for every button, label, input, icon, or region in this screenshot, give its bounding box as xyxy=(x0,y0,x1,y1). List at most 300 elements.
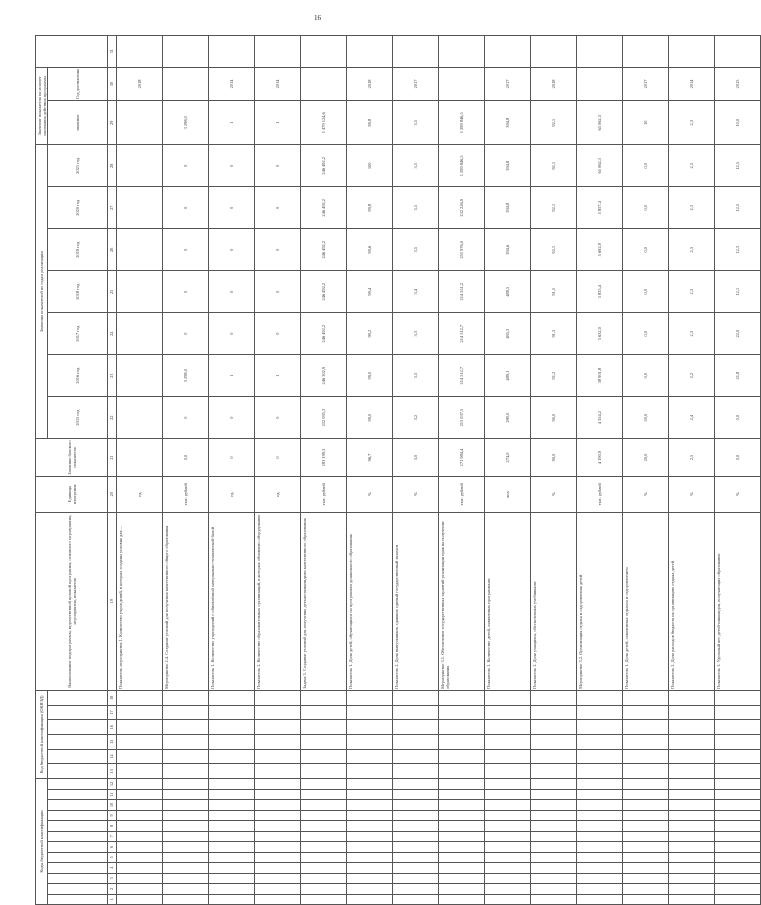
final-year-cell: 2014 xyxy=(209,67,255,101)
final-value-cell: 1 xyxy=(209,101,255,145)
class-cell xyxy=(48,884,108,894)
year-value-cell: 90,0 xyxy=(531,397,577,439)
index-cell: 31 xyxy=(108,36,117,68)
final-year-cell: 2014 xyxy=(255,67,301,101)
class-code-cell xyxy=(669,884,715,894)
budget-code-cell xyxy=(623,690,669,705)
year-value-cell: 489,1 xyxy=(485,355,531,397)
final-value-cell: 92,1 xyxy=(531,101,577,145)
class-cell xyxy=(48,789,108,799)
class-code-cell xyxy=(393,894,439,904)
class-code-cell xyxy=(531,873,577,883)
class-code-cell xyxy=(255,842,301,852)
header-unit: Единица измерения xyxy=(36,476,108,512)
budget-code-cell xyxy=(393,764,439,779)
index-cell: 30 xyxy=(108,67,117,101)
class-code-cell xyxy=(347,810,393,820)
class-code-cell xyxy=(485,779,531,790)
class-code-cell xyxy=(209,873,255,883)
index-cell: 4 xyxy=(108,863,117,873)
class-code-cell xyxy=(531,894,577,904)
unit-cell: % xyxy=(393,476,439,512)
class-code-cell xyxy=(623,800,669,810)
spare-cell xyxy=(117,36,163,68)
class-code-cell xyxy=(577,821,623,831)
indicator-text: Задача 3. Создание условий для получения детьми-инвалидами качественного образования xyxy=(301,512,347,690)
base-value-cell: 183 199,3 xyxy=(301,439,347,477)
final-year-header: Год достижения xyxy=(48,67,108,101)
class-code-cell xyxy=(209,894,255,904)
year-value-cell: 99,8 xyxy=(347,187,393,229)
class-code-cell xyxy=(669,873,715,883)
budget-code-cell xyxy=(117,720,163,735)
budget-code-cell xyxy=(117,764,163,779)
budget-code-cell xyxy=(577,705,623,720)
spare-cell xyxy=(393,36,439,68)
class-code-cell xyxy=(715,852,761,862)
class-code-cell xyxy=(209,863,255,873)
budget-code-cell xyxy=(117,749,163,764)
budget-code-cell xyxy=(623,764,669,779)
table-row xyxy=(439,36,485,905)
indicator-text: Показатель 1. Количество учреждений с обновлённой материально-технической базой xyxy=(209,512,255,690)
year-value-cell: 214 512,7 xyxy=(439,313,485,355)
year-value-cell: 3 835,4 xyxy=(577,271,623,313)
year-value-cell: 246 492,2 xyxy=(301,229,347,271)
final-value-cell: 1 479 124,6 xyxy=(301,101,347,145)
year-value-cell: 92,1 xyxy=(531,229,577,271)
year-value-cell xyxy=(117,187,163,229)
year-value-cell: 2,3 xyxy=(669,313,715,355)
class-code-cell xyxy=(393,779,439,790)
final-year-cell: 2017 xyxy=(393,67,439,101)
year-value-cell: 1 xyxy=(255,355,301,397)
year-value-cell: 0 xyxy=(209,397,255,439)
year-value-cell: 99,0 xyxy=(347,397,393,439)
final-year-cell: 2018 xyxy=(531,67,577,101)
budget-code-cell xyxy=(439,764,485,779)
class-cell xyxy=(48,842,108,852)
final-value-cell: 1 299 846,5 xyxy=(439,101,485,145)
class-code-cell xyxy=(439,810,485,820)
class-code-cell xyxy=(347,821,393,831)
year-header: 2016 год xyxy=(48,355,108,397)
unit-cell: % xyxy=(347,476,393,512)
class-code-cell xyxy=(485,842,531,852)
budget-code-cell xyxy=(301,764,347,779)
final-value-cell: 10,0 xyxy=(715,101,761,145)
class-code-cell xyxy=(301,821,347,831)
budget-code-cell xyxy=(669,720,715,735)
index-cell: 19 xyxy=(108,512,117,690)
index-cell: 5 xyxy=(108,852,117,862)
year-value-cell: 91,3 xyxy=(531,313,577,355)
year-value-cell: 246 492,2 xyxy=(301,271,347,313)
indicator-text: Показатель 2. Доля выпускников, сдавших единый государственный экзамен xyxy=(393,512,439,690)
year-value-cell: 99,2 xyxy=(347,313,393,355)
class-code-cell xyxy=(485,821,531,831)
budget-code-cell xyxy=(669,734,715,749)
year-value-cell: 3,5 xyxy=(393,187,439,229)
final-value-header: значение xyxy=(48,101,108,145)
index-cell: 9 xyxy=(108,810,117,820)
class-code-cell xyxy=(301,884,347,894)
class-code-cell xyxy=(531,800,577,810)
class-code-cell xyxy=(117,789,163,799)
class-code-cell xyxy=(531,810,577,820)
year-value-cell: 92,1 xyxy=(531,145,577,187)
year-value-cell: 12,3 xyxy=(715,229,761,271)
indicator-text: Показатель 1. Количество детей, охваченных программами xyxy=(485,512,531,690)
budget-code-cell xyxy=(393,734,439,749)
year-value-cell: 232 095,3 xyxy=(301,397,347,439)
year-value-cell: 215 037,5 xyxy=(439,397,485,439)
class-code-cell xyxy=(669,842,715,852)
class-code-cell xyxy=(669,789,715,799)
index-cell: 23 xyxy=(108,355,117,397)
budget-code-cell xyxy=(669,749,715,764)
year-value-cell: 3,4 xyxy=(393,271,439,313)
class-code-cell xyxy=(715,842,761,852)
class-code-cell xyxy=(163,789,209,799)
budget-code-cell xyxy=(485,734,531,749)
year-value-cell: 280,0 xyxy=(485,397,531,439)
budget-code-cell xyxy=(715,764,761,779)
final-year-cell xyxy=(577,67,623,101)
class-code-cell xyxy=(255,789,301,799)
year-value-cell: 2,3 xyxy=(669,229,715,271)
year-value-cell: 394,8 xyxy=(485,187,531,229)
class-code-cell xyxy=(439,884,485,894)
year-value-cell: 22,0 xyxy=(715,313,761,355)
year-value-cell: 394,8 xyxy=(485,145,531,187)
year-value-cell: 0 xyxy=(163,313,209,355)
class-code-cell xyxy=(163,779,209,790)
indicator-text: Мероприятие 3.1. Обеспечение государственных гарантий реализации прав на получение образования xyxy=(439,512,485,690)
year-value-cell: 3 632,0 xyxy=(577,313,623,355)
code-cell xyxy=(48,764,108,779)
table-row xyxy=(163,36,209,905)
spare-cell xyxy=(623,36,669,68)
class-code-cell xyxy=(485,863,531,873)
table-row xyxy=(255,36,301,905)
index-cell: 21 xyxy=(108,439,117,477)
class-cell xyxy=(48,800,108,810)
budget-code-cell xyxy=(715,690,761,705)
base-value-cell: 0,0 xyxy=(163,439,209,477)
class-code-cell xyxy=(439,821,485,831)
class-code-cell xyxy=(209,842,255,852)
index-cell: 17 xyxy=(108,705,117,720)
year-value-cell: 3,3 xyxy=(393,313,439,355)
year-value-cell: 246 492,2 xyxy=(301,313,347,355)
budget-code-cell xyxy=(163,705,209,720)
year-value-cell: 255 976,0 xyxy=(439,229,485,271)
class-code-cell xyxy=(485,884,531,894)
class-code-cell xyxy=(623,884,669,894)
budget-code-cell xyxy=(531,764,577,779)
budget-code-cell xyxy=(439,749,485,764)
class-code-cell xyxy=(623,810,669,820)
class-code-cell xyxy=(715,779,761,790)
year-value-cell: 0 xyxy=(255,229,301,271)
class-code-cell xyxy=(577,863,623,873)
budget-code-cell xyxy=(669,764,715,779)
spare-cell xyxy=(439,36,485,68)
budget-code-cell xyxy=(347,690,393,705)
final-value-cell: 2,3 xyxy=(669,101,715,145)
index-cell: 27 xyxy=(108,187,117,229)
year-value-cell: 91,5 xyxy=(531,271,577,313)
header-classification: Коды бюджетной классификации xyxy=(36,779,48,905)
budget-code-cell xyxy=(209,764,255,779)
class-code-cell xyxy=(347,863,393,873)
budget-code-cell xyxy=(347,705,393,720)
class-code-cell xyxy=(669,894,715,904)
final-year-cell xyxy=(163,67,209,101)
year-value-cell: 21,8 xyxy=(715,355,761,397)
class-code-cell xyxy=(485,810,531,820)
base-value-cell: 171 984,4 xyxy=(439,439,485,477)
year-value-cell: 0,0 xyxy=(623,355,669,397)
index-cell: 15 xyxy=(108,734,117,749)
index-cell: 14 xyxy=(108,749,117,764)
class-code-cell xyxy=(163,821,209,831)
budget-code-cell xyxy=(255,705,301,720)
year-value-cell: 0 xyxy=(163,187,209,229)
final-value-cell: 394,8 xyxy=(485,101,531,145)
index-row xyxy=(108,36,117,905)
year-value-cell: 91,2 xyxy=(531,355,577,397)
year-value-cell: 12,5 xyxy=(715,187,761,229)
class-code-cell xyxy=(301,842,347,852)
budget-code-cell xyxy=(301,705,347,720)
budget-code-cell xyxy=(347,720,393,735)
budget-code-cell xyxy=(255,690,301,705)
budget-code-cell xyxy=(439,734,485,749)
class-code-cell xyxy=(163,831,209,841)
index-cell: 18 xyxy=(108,690,117,705)
budget-code-cell xyxy=(577,749,623,764)
year-value-cell: 1 xyxy=(209,355,255,397)
year-value-cell: 12,5 xyxy=(715,145,761,187)
year-value-cell xyxy=(117,355,163,397)
class-code-cell xyxy=(393,800,439,810)
class-code-cell xyxy=(347,800,393,810)
class-code-cell xyxy=(301,873,347,883)
class-code-cell xyxy=(163,894,209,904)
budget-code-cell xyxy=(117,690,163,705)
spare-cell xyxy=(577,36,623,68)
class-code-cell xyxy=(209,779,255,790)
table-row xyxy=(301,36,347,905)
class-code-cell xyxy=(669,810,715,820)
budget-code-cell xyxy=(301,749,347,764)
unit-cell: % xyxy=(669,476,715,512)
budget-code-cell xyxy=(209,705,255,720)
class-code-cell xyxy=(715,884,761,894)
year-value-cell: 0 xyxy=(163,271,209,313)
year-value-cell: 0 xyxy=(209,145,255,187)
class-code-cell xyxy=(163,852,209,862)
base-value-cell: 3,0 xyxy=(393,439,439,477)
class-code-cell xyxy=(439,831,485,841)
unit-cell: тыс. рублей xyxy=(163,476,209,512)
rotated-table-wrapper xyxy=(35,35,740,905)
class-code-cell xyxy=(669,852,715,862)
final-year-cell xyxy=(439,67,485,101)
index-cell: 12 xyxy=(108,779,117,790)
budget-code-cell xyxy=(485,705,531,720)
budget-code-cell xyxy=(301,690,347,705)
class-code-cell xyxy=(347,789,393,799)
class-code-cell xyxy=(623,894,669,904)
header-final: Значение показателя на момент окончания действия программы xyxy=(36,67,48,145)
class-code-cell xyxy=(439,863,485,873)
base-value-cell: 90,0 xyxy=(531,439,577,477)
class-code-cell xyxy=(255,800,301,810)
year-value-cell: 3,2 xyxy=(393,397,439,439)
budget-code-cell xyxy=(163,690,209,705)
class-code-cell xyxy=(347,842,393,852)
year-value-cell: 12,1 xyxy=(715,271,761,313)
class-code-cell xyxy=(117,831,163,841)
budget-code-cell xyxy=(117,734,163,749)
unit-cell: ед. xyxy=(117,476,163,512)
budget-code-cell xyxy=(485,764,531,779)
year-value-cell: 246 492,2 xyxy=(301,145,347,187)
year-value-cell: 2,2 xyxy=(669,355,715,397)
class-code-cell xyxy=(715,789,761,799)
budget-code-cell xyxy=(623,749,669,764)
class-code-cell xyxy=(531,852,577,862)
final-year-cell: 2014 xyxy=(669,67,715,101)
spare-cell xyxy=(255,36,301,68)
year-header: 2018 год xyxy=(48,271,108,313)
year-value-cell xyxy=(117,271,163,313)
class-code-cell xyxy=(715,810,761,820)
year-value-cell: 99,6 xyxy=(347,229,393,271)
final-value-cell: 1 xyxy=(255,101,301,145)
class-code-cell xyxy=(669,800,715,810)
class-code-cell xyxy=(255,852,301,862)
spare-cell xyxy=(531,36,577,68)
table-row xyxy=(669,36,715,905)
year-value-cell: 0 xyxy=(209,271,255,313)
class-code-cell xyxy=(393,789,439,799)
year-value-cell: 3,3 xyxy=(393,355,439,397)
unit-cell: % xyxy=(715,476,761,512)
year-value-cell: 4 354,2 xyxy=(577,397,623,439)
budget-code-cell xyxy=(439,705,485,720)
table-row xyxy=(531,36,577,905)
year-value-cell: 246 492,2 xyxy=(301,187,347,229)
budget-code-cell xyxy=(163,720,209,735)
class-code-cell xyxy=(715,831,761,841)
budget-code-cell xyxy=(623,705,669,720)
year-value-cell: 3 298,0 xyxy=(163,355,209,397)
budget-code-cell xyxy=(163,749,209,764)
class-code-cell xyxy=(393,863,439,873)
year-value-cell: 0 xyxy=(255,397,301,439)
header-spare xyxy=(36,36,108,68)
year-header: 2015 год xyxy=(48,397,108,439)
base-value-cell: 274,0 xyxy=(485,439,531,477)
budget-code-cell xyxy=(439,690,485,705)
code-cell xyxy=(48,690,108,705)
class-code-cell xyxy=(393,810,439,820)
year-value-cell: 246 302,9 xyxy=(301,355,347,397)
year-header: 2021 год xyxy=(48,145,108,187)
header-budget-codes: Код бюджетной классификации (ОКВЭД) xyxy=(36,690,48,778)
class-code-cell xyxy=(577,789,623,799)
year-value-cell: 2,3 xyxy=(669,145,715,187)
class-code-cell xyxy=(255,884,301,894)
year-value-cell: 0 xyxy=(163,229,209,271)
budget-code-cell xyxy=(485,749,531,764)
budget-code-cell xyxy=(715,734,761,749)
base-value-cell: 2,5 xyxy=(669,439,715,477)
index-cell: 1 xyxy=(108,894,117,904)
year-value-cell: 1 299 846,5 xyxy=(439,145,485,187)
final-value-cell xyxy=(117,101,163,145)
class-code-cell xyxy=(485,873,531,883)
year-value-cell xyxy=(117,313,163,355)
class-code-cell xyxy=(393,831,439,841)
table-row xyxy=(347,36,393,905)
indicator-text: Показатель 2. Количество образовательных организаций, в которых обновлено оборудование xyxy=(255,512,301,690)
class-code-cell xyxy=(485,800,531,810)
final-year-cell: 2017 xyxy=(623,67,669,101)
year-header: 2020 год xyxy=(48,187,108,229)
year-value-cell: 0,0 xyxy=(623,229,669,271)
class-code-cell xyxy=(393,842,439,852)
budget-code-cell xyxy=(347,764,393,779)
class-code-cell xyxy=(347,852,393,862)
budget-code-cell xyxy=(531,749,577,764)
class-code-cell xyxy=(669,779,715,790)
budget-code-cell xyxy=(531,705,577,720)
class-code-cell xyxy=(301,779,347,790)
class-code-cell xyxy=(577,842,623,852)
class-code-cell xyxy=(531,842,577,852)
year-value-cell: 99,0 xyxy=(347,355,393,397)
budget-code-cell xyxy=(163,734,209,749)
class-cell xyxy=(48,810,108,820)
index-cell: 10 xyxy=(108,800,117,810)
budget-code-cell xyxy=(531,720,577,735)
unit-cell: чел. xyxy=(485,476,531,512)
index-cell: 20 xyxy=(108,476,117,512)
base-value-cell: 0,0 xyxy=(715,439,761,477)
class-code-cell xyxy=(301,789,347,799)
year-value-cell: 0 xyxy=(209,187,255,229)
index-cell: 13 xyxy=(108,764,117,779)
class-cell xyxy=(48,873,108,883)
spare-cell xyxy=(163,36,209,68)
budget-code-cell xyxy=(209,749,255,764)
unit-cell: % xyxy=(623,476,669,512)
class-code-cell xyxy=(209,800,255,810)
class-code-cell xyxy=(439,842,485,852)
class-code-cell xyxy=(485,852,531,862)
budget-code-cell xyxy=(485,690,531,705)
base-value-cell: 20,0 xyxy=(623,439,669,477)
class-code-cell xyxy=(623,821,669,831)
class-code-cell xyxy=(393,884,439,894)
final-year-cell xyxy=(301,67,347,101)
budget-code-cell xyxy=(669,690,715,705)
